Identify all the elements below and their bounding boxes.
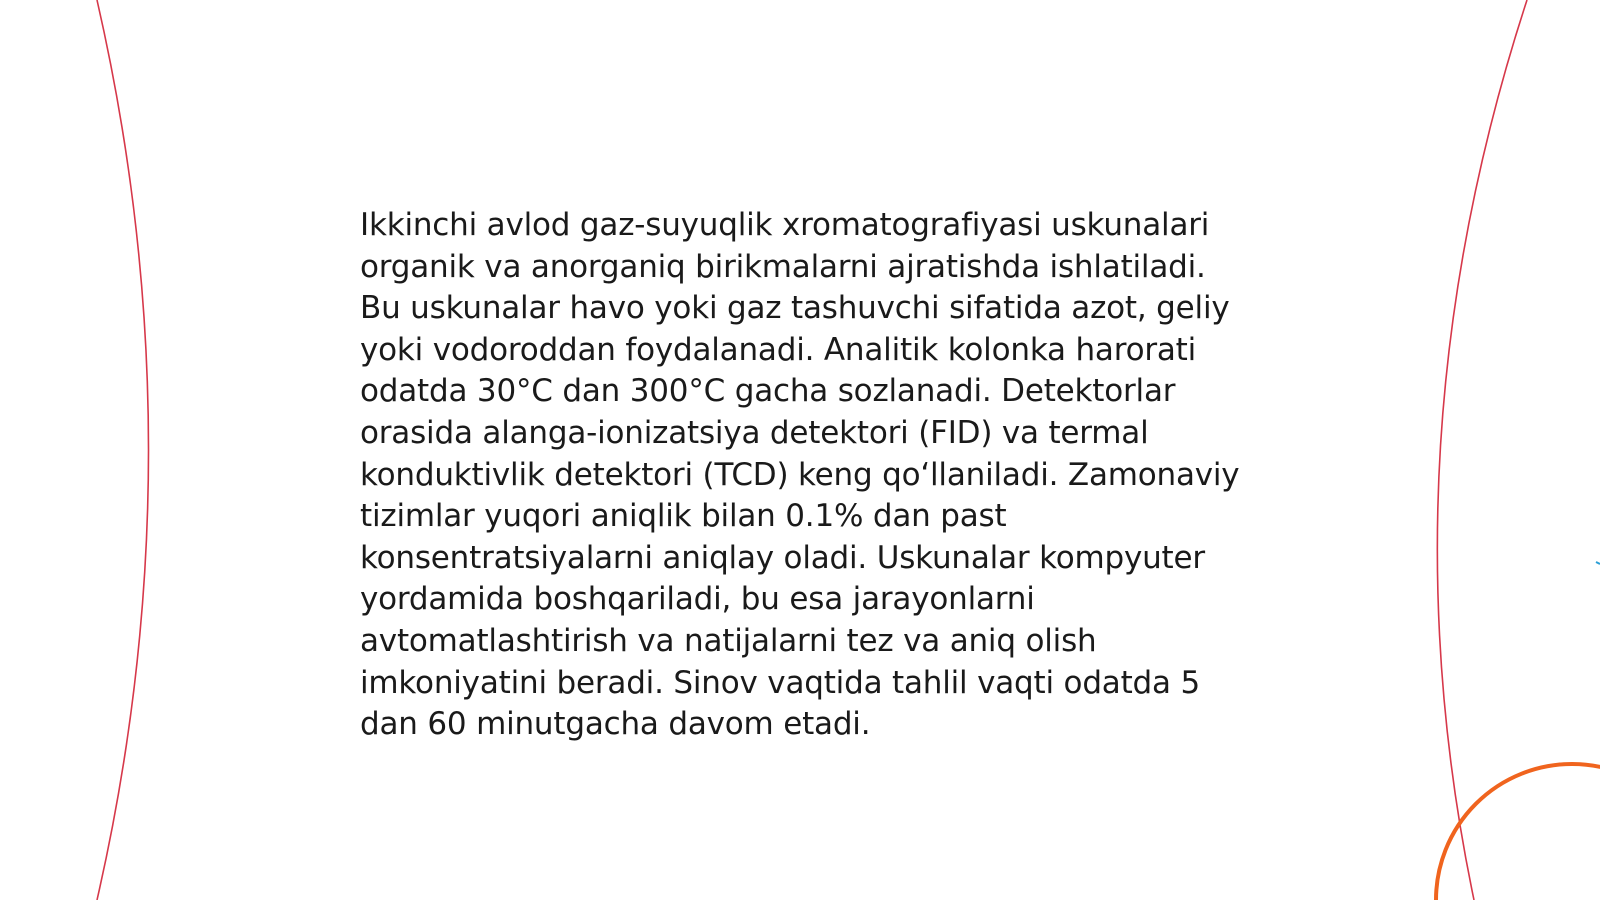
right-frame-curve [1437,0,1527,900]
slide-body-paragraph: Ikkinchi avlod gaz-suyuqlik xromatografiyasi uskunalari organik va anorganiq birikmalarni ajratishda ishlatiladi. Bu uskunalar havo yoki gaz tashuvchi sifatida azot, geliy yoki vodoroddan foydalanadi. Analitik kolonka harorati odatda 30°C dan 300°C gacha sozlanadi. Detektorlar orasida alanga-ionizatsiya detektori (FID) va termal konduktivlik detektori (TCD) keng qo‘llaniladi. Zamonaviy tizimlar yuqori aniqlik bilan 0.1% dan past konsentratsiyalarni aniqlay oladi. Uskunalar kompyuter yordamida boshqariladi, bu esa jarayonlarni avtomatlashtirish va natijalarni tez va aniq olish imkoniyatini beradi. Sinov vaqtida tahlil vaqti odatda 5 dan 60 minutgacha davom etadi. [360,207,1240,743]
left-frame-curve [97,0,149,900]
blue-accent-mark [1596,562,1600,564]
